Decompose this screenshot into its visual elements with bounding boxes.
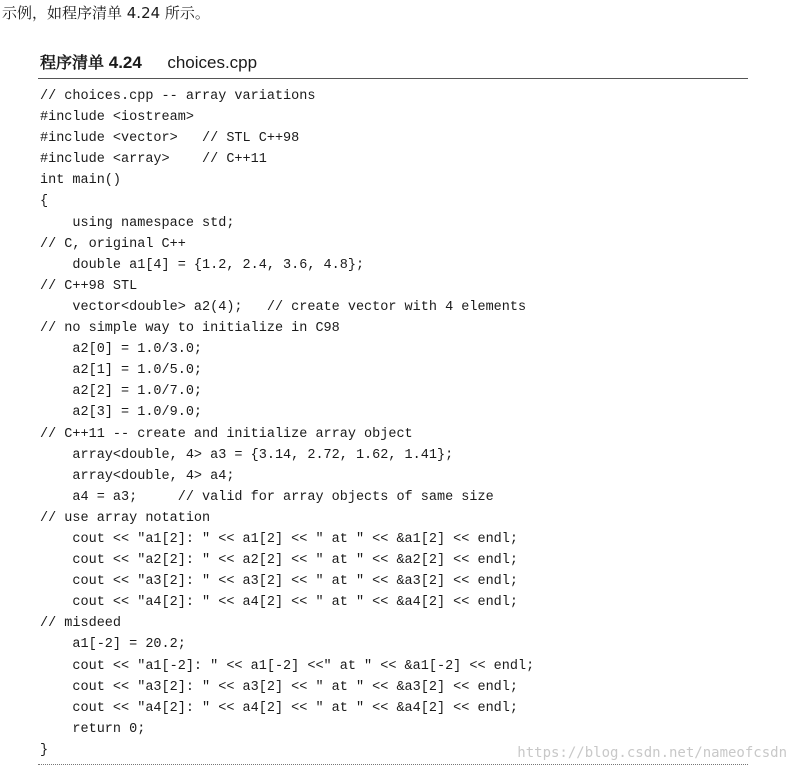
code-line: // C++98 STL [40, 278, 138, 294]
code-line: // C++11 -- create and initialize array object [40, 426, 413, 442]
code-line: vector<double> a2(4); // create vector with 4 elements [40, 299, 527, 315]
code-line: // misdeed [40, 616, 122, 632]
code-line: a2[2] = 1.0/7.0; [40, 384, 203, 400]
code-line: a2[3] = 1.0/9.0; [40, 405, 203, 421]
code-line: int main() [40, 173, 122, 189]
code-line: array<double, 4> a3 = {3.14, 2.72, 1.62, 1.41}; [40, 447, 454, 463]
code-line: // use array notation [40, 510, 211, 526]
code-line: cout << "a4[2]: " << a4[2] << " at " << &a4[2] << endl; [40, 700, 518, 716]
listing-header [40, 52, 257, 74]
code-line: // C, original C++ [40, 236, 186, 252]
watermark: https://blog.csdn.net/nameofcsdn [517, 745, 787, 761]
code-line: a2[1] = 1.0/5.0; [40, 363, 203, 379]
code-block [40, 86, 534, 761]
code-line: #include <vector> // STL C++98 [40, 131, 300, 147]
intro-text: 示例，如程序清单 4.24 所示。 [2, 4, 210, 22]
code-line: a1[-2] = 20.2; [40, 637, 186, 653]
code-line: } [40, 742, 49, 758]
code-line: cout << "a3[2]: " << a3[2] << " at " << &a3[2] << endl; [40, 574, 518, 590]
top-rule [38, 78, 748, 79]
bottom-rule [38, 764, 748, 765]
code-line: using namespace std; [40, 215, 235, 231]
code-line: return 0; [40, 721, 146, 737]
code-line: #include <array> // C++11 [40, 152, 267, 168]
code-line: // choices.cpp -- array variations [40, 89, 316, 104]
code-line: double a1[4] = {1.2, 2.4, 3.6, 4.8}; [40, 257, 365, 273]
code-line: a4 = a3; // valid for array objects of same size [40, 489, 494, 505]
code-line: cout << "a3[2]: " << a3[2] << " at " << &a3[2] << endl; [40, 679, 518, 695]
code-line: array<double, 4> a4; [40, 468, 235, 484]
code-line: { [40, 194, 49, 210]
code-line: a2[0] = 1.0/3.0; [40, 342, 203, 358]
listing-number: 4.24 [108, 53, 142, 72]
listing-label: 程序清单 [40, 53, 105, 72]
listing-filename: choices.cpp [167, 53, 258, 72]
code-line: cout << "a1[2]: " << a1[2] << " at " << &a1[2] << endl; [40, 531, 518, 547]
code-line: cout << "a1[-2]: " << a1[-2] <<" at " << &a1[-2] << endl; [40, 658, 535, 674]
code-line: #include <iostream> [40, 110, 194, 126]
code-line: // no simple way to initialize in C98 [40, 321, 340, 337]
code-line: cout << "a4[2]: " << a4[2] << " at " << &a4[2] << endl; [40, 595, 518, 611]
code-line: cout << "a2[2]: " << a2[2] << " at " << &a2[2] << endl; [40, 553, 518, 569]
